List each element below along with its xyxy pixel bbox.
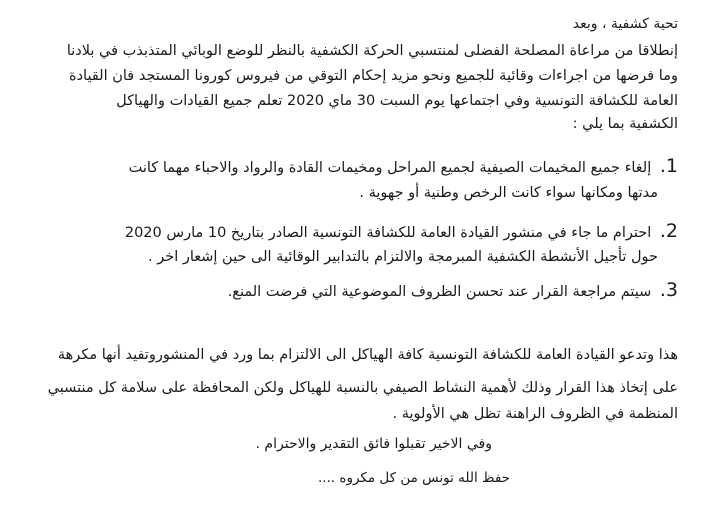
intro-line-4: الكشفية بما يلي :: [572, 116, 678, 132]
closing-line-2: على إتخاذ هذا القرار وذلك لأهمية النشاط الصيفي بالنسبة للهياكل ولكن المحافظة على سلامة كل منتسبي: [47, 380, 678, 396]
list-item-1-number: 1.: [659, 155, 678, 177]
list-item-2: [125, 221, 678, 243]
intro-line-1: إنطلاقا من مراعاة المصلحة الفضلى لمنتسبي الحركة الكشفية بالنظر للوضع الوبائي المتذبذب في بلادنا: [66, 43, 678, 59]
intro-line-2: وما فرضها من اجراءات وقائية للجميع ونحو مزيد إحكام التوقي من فيروس كورونا المستجد فان القيادة: [68, 68, 678, 84]
closing-line-1: هذا وتدعو القيادة العامة للكشافة التونسية كافة الهياكل الى الالتزام بما ورد في المنشوروتفيد أنها مكرهة: [57, 347, 678, 363]
list-item-3-number: 3.: [659, 279, 678, 301]
greeting-line: تحية كشفية ، وبعد: [572, 16, 678, 32]
list-item-3-text: سيتم مراجعة القرار عند تحسن الظروف الموضوعية التي فرضت المنع.: [227, 284, 652, 300]
intro-line-3: العامة للكشافة التونسية وفي اجتماعها يوم السبت 30 ماي 2020 تعلم جميع القيادات والهياكل: [116, 93, 678, 109]
closing-line-3: المنظمة في الظروف الراهنة تظل هي الأولوية .: [392, 406, 678, 422]
cropped-heading-fragment: [210, 0, 330, 10]
list-item-1-text: إلغاء جميع المخيمات الصيفية لجميع المراحل ومخيمات القادة والرواد والاحباء مهما كانت: [128, 160, 652, 176]
list-item-2-continuation: حول تأجيل الأنشطة الكشفية المبرمجة والالتزام بالتدابير الوقائية الى حين إشعار اخر .: [148, 249, 658, 265]
cropped-signature-fragment: [20, 506, 80, 520]
closing-regards: وفي الاخير تقبلوا فائق التقدير والاحترام .: [255, 436, 492, 452]
list-item-3: [228, 280, 678, 302]
list-item-1-continuation: مدتها ومكانها سواء كانت الرخص وطنية أو جهوية .: [359, 185, 658, 201]
closing-blessing: حفظ الله تونس من كل مكروه ....: [317, 470, 510, 486]
list-item-1: [129, 156, 678, 178]
list-item-2-text: احترام ما جاء في منشور القيادة العامة للكشافة التونسية الصادر بتاريخ 10 مارس 2020: [124, 225, 652, 241]
list-item-2-number: 2.: [659, 220, 678, 242]
